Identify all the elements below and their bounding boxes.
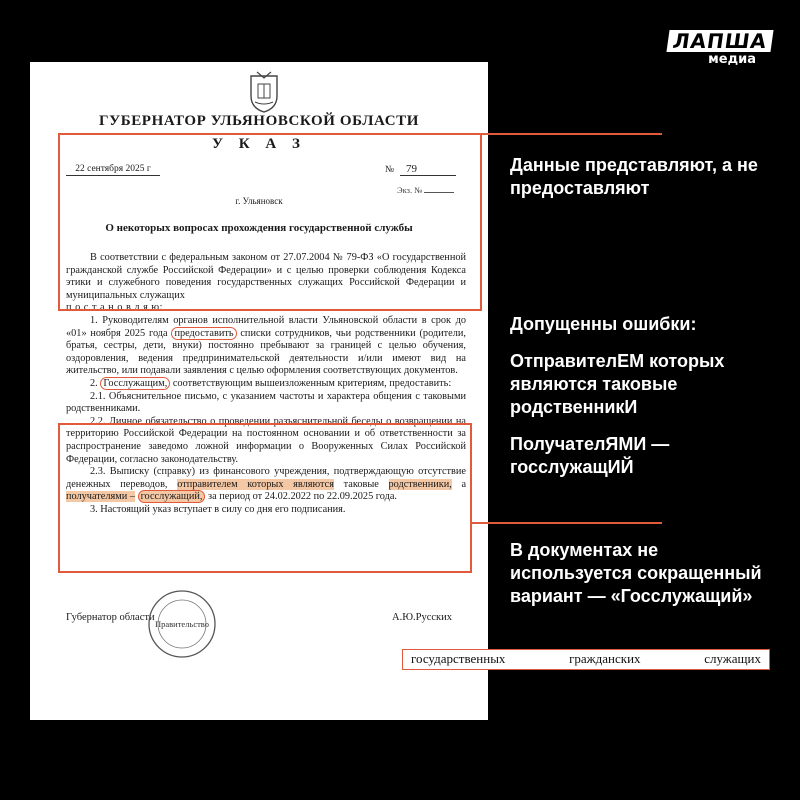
term-word-1: государственных [411, 651, 506, 666]
note-abbreviation: В документах не используется сокращенный вариант — «Госслужащий» [510, 540, 762, 606]
document-city: г. Ульяновск [235, 196, 283, 206]
signer-position: Губернатор области [66, 612, 155, 623]
intro-paragraph: В соответствии с федеральным законом от 27.07.2004 № 79-ФЗ «О государственной гражданской службе Российской Федерации» и с целью проверки соблюдения Кодекса этики и служебного поведения государственных служащих Российской Федерации и муниципальных служащих [66, 252, 466, 301]
logo-subtitle: медиа [708, 52, 756, 67]
paragraph-3: 3. Настоящий указ вступает в силу со дня его подписания. [90, 503, 346, 515]
document-subject: О некоторых вопросах прохождения государственной службы [105, 222, 413, 234]
signer-name: А.Ю.Русских [392, 612, 453, 623]
p23-text-d: за период от 24.02.2022 по 22.09.2025 года. [208, 491, 397, 503]
document-number: 79 [400, 164, 456, 176]
highlight-rodstvenniki: родственники, [388, 478, 452, 490]
issuing-authority: ГУБЕРНАТОР УЛЬЯНОВСКОЙ ОБЛАСТИ [98, 113, 420, 129]
note-error-poluchatel: ПолучателЯМИ — госслужащИЙ [510, 434, 670, 477]
callout-line-1 [480, 133, 662, 135]
p1-text-b: списки сотрудников, чьи родственники (родители, братья, сестры, дети, внуки) постоянно пребывают за границей с целью обучения, оздоровления, ведения предпринимательской деятельности и/или имеют вид на жительство, или подавали заявления с целью оформления соответствующих документов. [66, 327, 466, 377]
term-word-3: служащих [704, 651, 761, 666]
callout-frame-clause-2 [58, 423, 472, 573]
highlight-poluchatelyami: получателями – [66, 491, 135, 503]
p2-text-b: соответствующим вышеизложенным критериям, предоставить: [172, 377, 452, 389]
paragraph-2-1: 2.1. Объяснительное письмо, с указанием частоты и характера общения с таковыми родственниками. [66, 390, 466, 415]
logo-wordmark: ЛАПША [666, 30, 773, 52]
full-term-strip [402, 649, 770, 670]
document-date: 22 сентября 2025 г [66, 164, 160, 176]
p23-text-a: 2.3. Выписку (справку) из финансового учреждения, подтверждающую отсутствие денежных переводов, [66, 466, 466, 490]
note-errors-title: Допущенны ошибки: [510, 314, 697, 334]
callout-line-2 [470, 522, 662, 524]
lapsha-media-logo [668, 30, 778, 67]
term-word-2: гражданских [569, 651, 641, 666]
p23-text-c: а [461, 478, 467, 490]
note-predostavlyayut: Данные представляют, а не предоставляют [510, 155, 758, 198]
paragraph-2 [66, 378, 466, 391]
official-stamp-icon [146, 588, 218, 660]
number-label: № [385, 165, 395, 175]
document-type: У К А З [212, 136, 306, 152]
paragraph-2-2: 2.2. Личное обязательство о проведении разъяснительной беседы о возвращении на территорию Российской Федерации на постоянном основании и об ответственности за распространение заведомо ложной информации о Вооруженных Силах Российской Федерации, согласно законодательству. [66, 415, 466, 465]
callout-frame-intro [58, 133, 482, 311]
p23-text-b: таковые [343, 478, 379, 490]
circled-gossluzhashchim: Госслужащим, [100, 377, 170, 390]
stamp-label: Правительство [154, 619, 210, 629]
note-error-otpravitel: ОтправителЕМ которых являются таковые родственникИ [510, 351, 725, 417]
circled-gossluzhashchiy: госслужащий, [138, 490, 206, 503]
p2-text-a: 2. [90, 377, 98, 389]
copy-label: Экз. № [397, 185, 423, 195]
paragraph-1 [66, 315, 466, 378]
circled-predostavit: предоставить [171, 327, 236, 340]
highlight-otpravitelem: отправителем которых являются [177, 478, 334, 490]
coat-of-arms-icon [247, 70, 281, 114]
postanovlyayu: п о с т а н о в л я ю: [66, 302, 163, 314]
p1-text-a: 1. Руководителям органов исполнительной власти Ульяновской области в срок до «01» ноября 2025 года [66, 314, 466, 339]
